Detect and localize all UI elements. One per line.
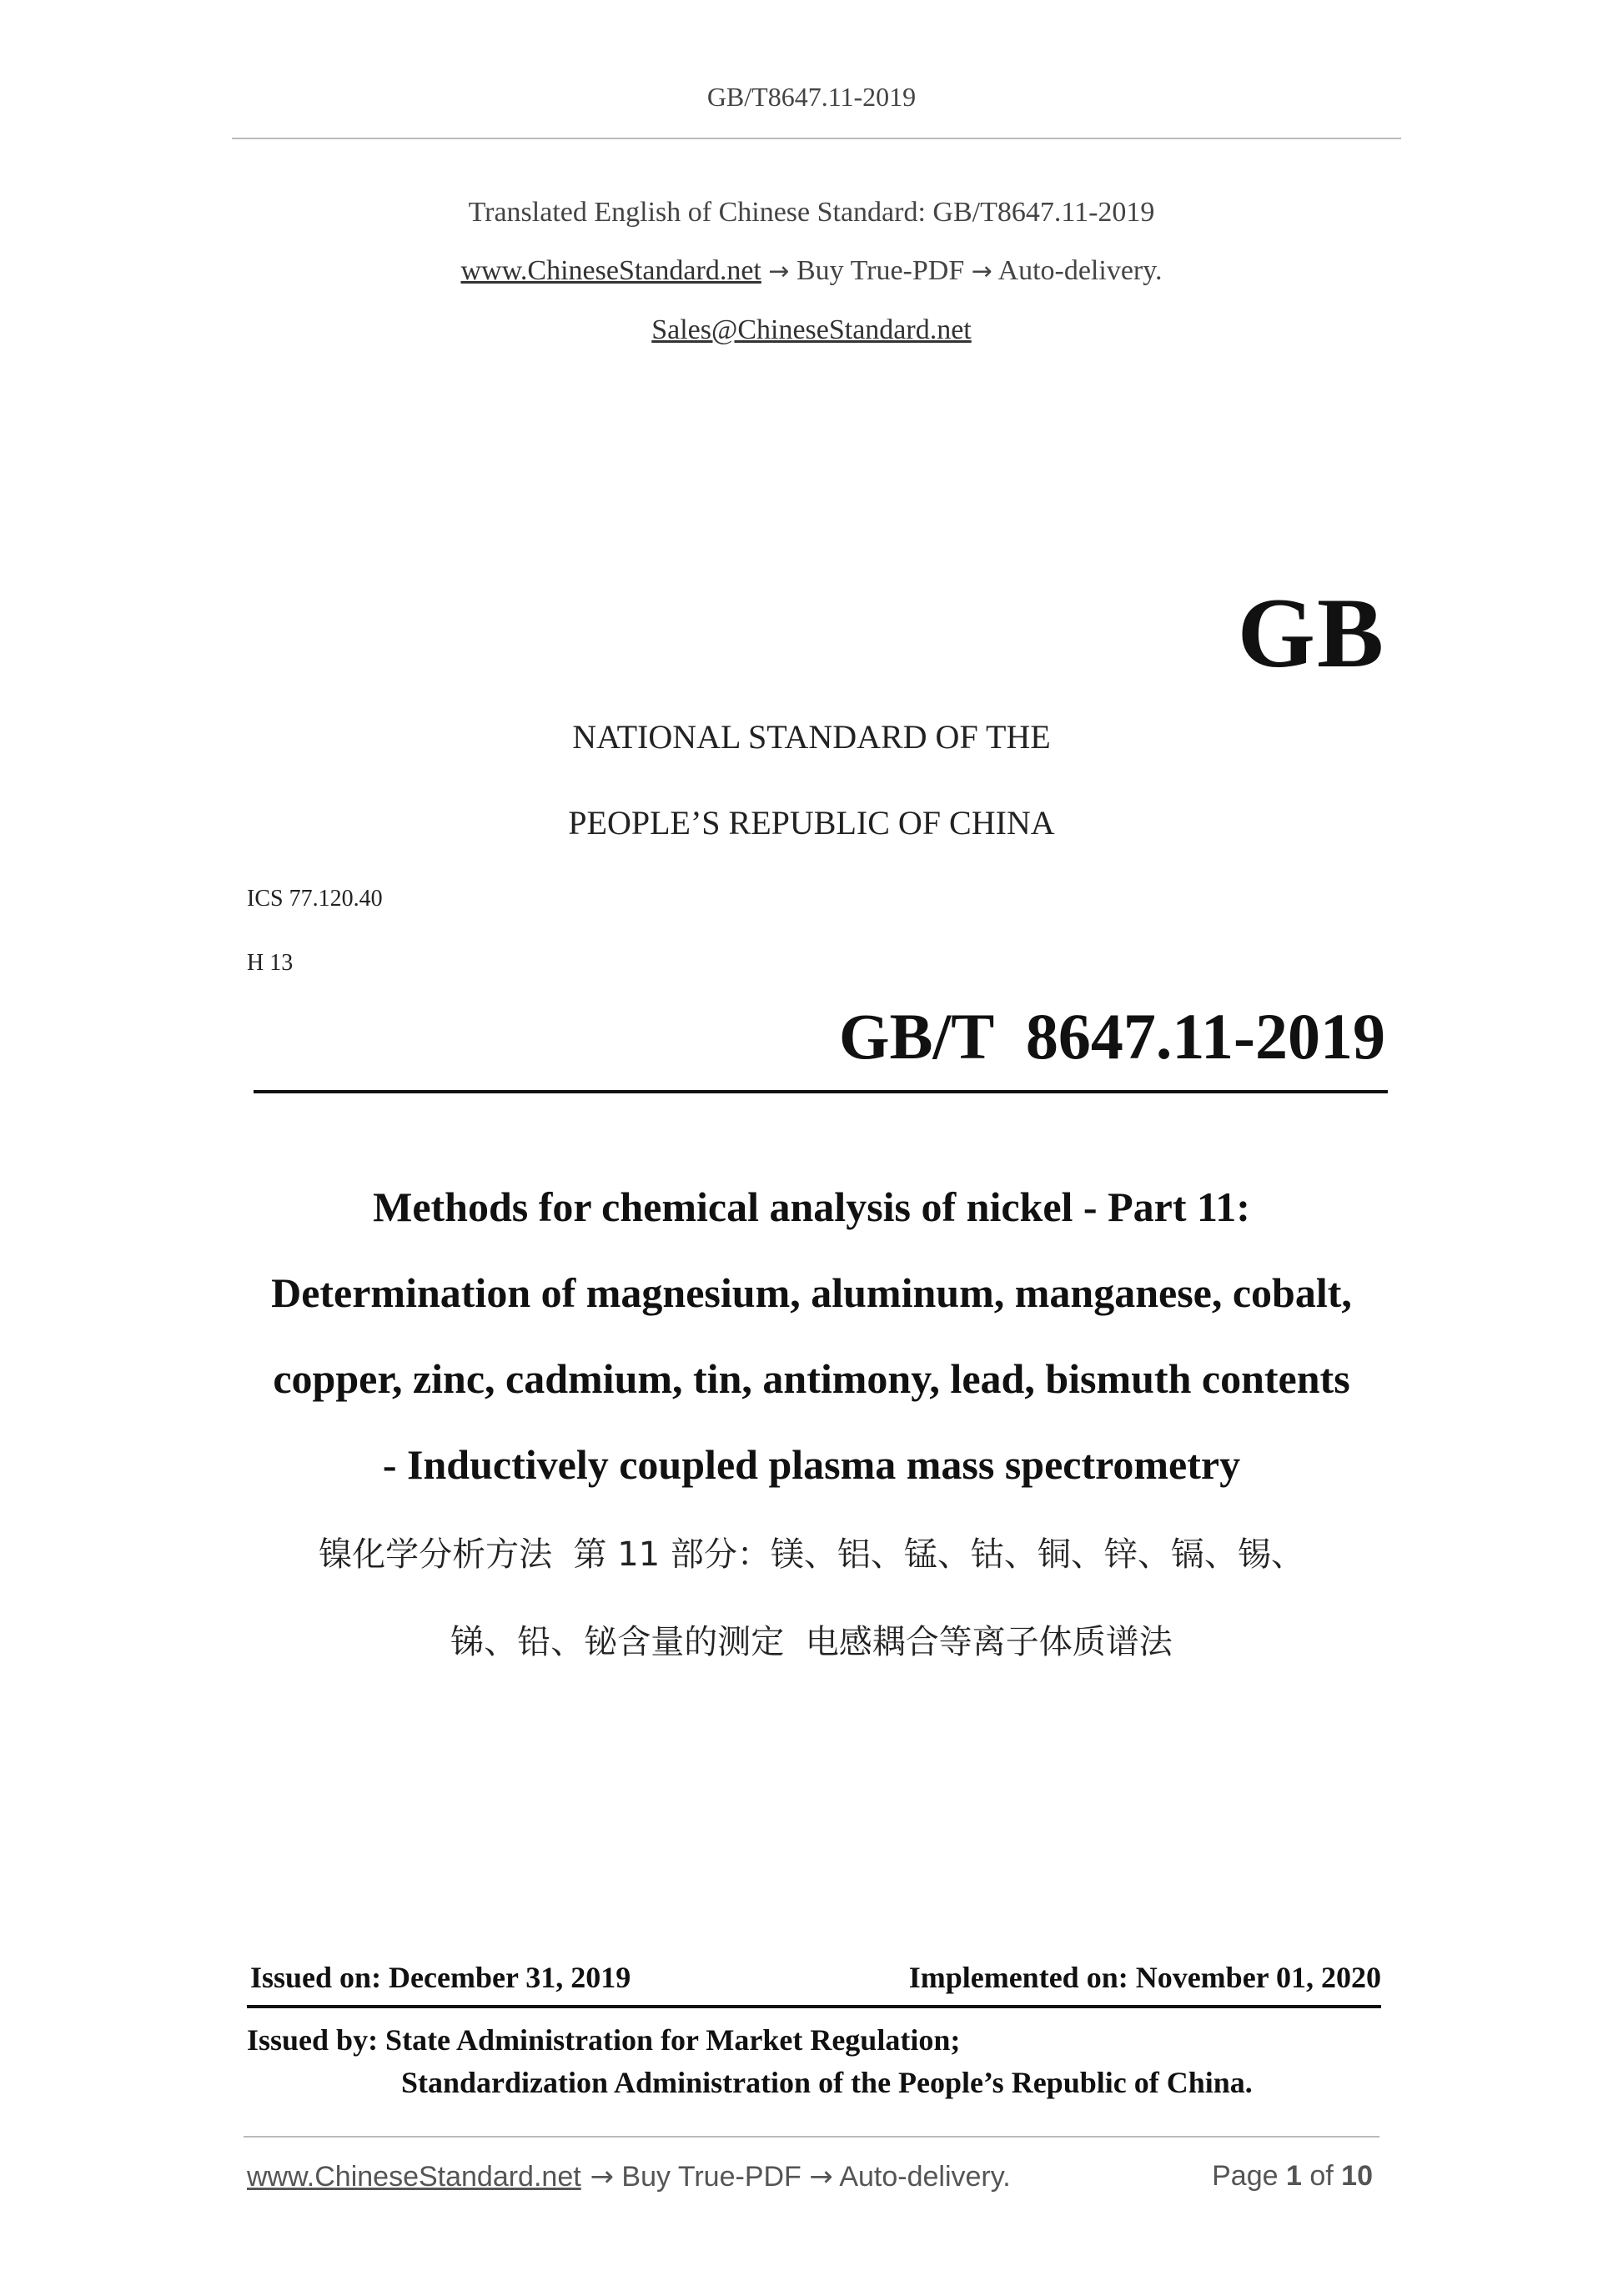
standard-number: GB/T 8647.11-2019 [838, 1000, 1385, 1073]
running-header: GB/T8647.11-2019 [706, 82, 917, 112]
arrow-right-icon: → [768, 257, 790, 286]
implemented-on: Implemented on: November 01, 2020 [908, 1961, 1381, 1994]
title-en-line-2: Determination of magnesium, aluminum, manganese, cobalt, [271, 1269, 1352, 1316]
footer-delivery-text: Auto-delivery. [832, 2161, 1011, 2193]
footer-divider [244, 2136, 1379, 2138]
issued-on: Issued on: December 31, 2019 [250, 1961, 631, 1994]
page-indicator [1212, 2160, 1373, 2193]
title-en-line-3: copper, zinc, cadmium, tin, antimony, lead, bismuth contents [273, 1355, 1350, 1402]
promo-email-line [0, 314, 1623, 346]
gb-mark: GB [1237, 577, 1385, 688]
standard-number-rule [254, 1090, 1388, 1093]
footer-buy-text: Buy True-PDF [613, 2161, 810, 2193]
dates-rule [247, 2005, 1381, 2008]
title-en-line-1: Methods for chemical analysis of nickel - Part 11: [373, 1183, 1250, 1230]
page-total: 10 [1341, 2160, 1373, 2192]
page-label: Page [1212, 2160, 1279, 2192]
promo-line-1: Translated English of Chinese Standard: GB/T8647.11-2019 [468, 197, 1155, 228]
national-standard-line-1: NATIONAL STANDARD OF THE [572, 718, 1051, 756]
promo-buy-text: Buy True-PDF [789, 255, 972, 286]
national-standard-line-2: PEOPLE’S REPUBLIC OF CHINA [568, 804, 1055, 842]
promo-line-2 [0, 255, 1623, 287]
header-divider [232, 138, 1401, 139]
footer-promo [247, 2160, 1011, 2193]
promo-delivery-text: Auto-delivery. [992, 255, 1163, 286]
footer-site-link[interactable]: www.ChineseStandard.net [247, 2161, 581, 2193]
issued-by-line-1: Issued by: State Administration for Market Regulation; [247, 2023, 961, 2057]
issued-by-line-2: Standardization Administration of the People’s Republic of China. [401, 2066, 1253, 2099]
arrow-right-icon: → [971, 257, 992, 286]
page-current: 1 [1285, 2160, 1302, 2192]
title-en-line-4: - Inductively coupled plasma mass spectrometry [382, 1441, 1241, 1488]
ccs-code: H 13 [247, 950, 294, 976]
site-link[interactable]: www.ChineseStandard.net [460, 255, 761, 286]
title-cn-line-2: 锑、铅、铋含量的测定 电感耦合等离子体质谱法 [450, 1623, 1173, 1661]
email-link[interactable]: Sales@ChineseStandard.net [651, 314, 972, 345]
arrow-right-icon: → [580, 2160, 614, 2193]
arrow-right-icon: → [809, 2160, 833, 2193]
ics-code: ICS 77.120.40 [247, 886, 383, 912]
title-cn-line-1: 镍化学分析方法 第 11 部分：镁、铝、锰、钴、铜、锌、镉、锡、 [319, 1535, 1304, 1574]
page-of: of [1309, 2160, 1334, 2192]
